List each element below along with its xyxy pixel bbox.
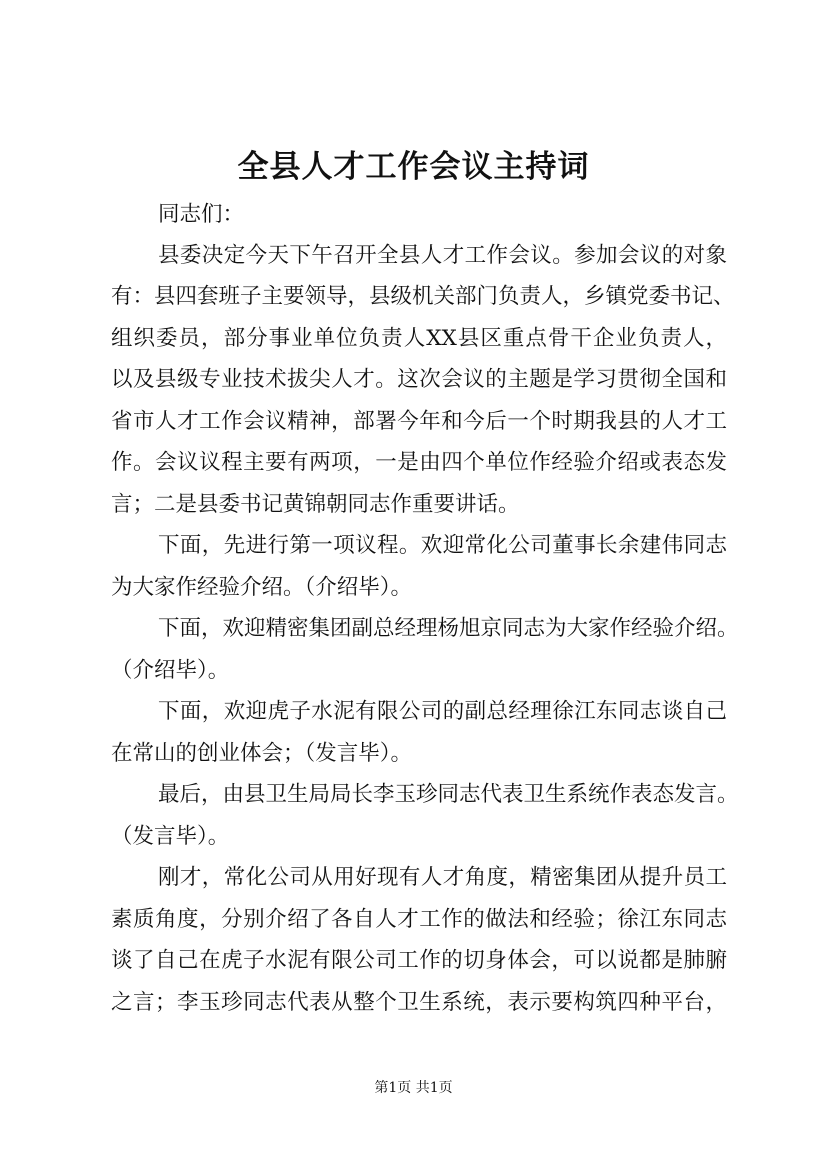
- text-line: 谈了自己在虎子水泥有限公司工作的切身体会，可以说都是肺腑: [111, 948, 727, 973]
- text-line: 下面，欢迎虎子水泥有限公司的副总经理徐江东同志谈自己: [158, 699, 727, 724]
- text-line: 之言；李玉珍同志代表从整个卫生系统，表示要构筑四种平台，: [111, 990, 727, 1015]
- text-line: 下面，先进行第一项议程。欢迎常化公司董事长余建伟同志: [158, 533, 727, 558]
- text-line: 县委决定今天下午召开全县人才工作会议。参加会议的对象: [158, 243, 727, 268]
- text-line: 刚才，常化公司从用好现有人才角度，精密集团从提升员工: [158, 865, 727, 890]
- text-line: 最后，由县卫生局局长李玉珍同志代表卫生系统作表态发言。: [158, 782, 739, 807]
- page-number-footer: 第1页 共1页: [374, 1080, 453, 1096]
- text-line: 有：县四套班子主要领导，县级机关部门负责人，乡镇党委书记、: [111, 284, 735, 309]
- text-line: 言；二是县委书记黄锦朝同志作重要讲话。: [111, 492, 520, 517]
- text-line: （发言毕）。: [111, 824, 230, 849]
- text-line: 作。会议议程主要有两项，一是由四个单位作经验介绍或表态发: [111, 450, 727, 475]
- text-line: 省市人才工作会议精神，部署今年和今后一个时期我县的人才工: [111, 409, 727, 434]
- text-line: （介绍毕）。: [111, 658, 230, 683]
- text-line: 素质角度，分别介绍了各自人才工作的做法和经验；徐江东同志: [111, 907, 727, 932]
- text-line: 为大家作经验介绍。（介绍毕）。: [111, 575, 413, 600]
- document-title: 全县人才工作会议主持词: [237, 149, 590, 185]
- text-line: 组织委员，部分事业单位负责人XX县区重点骨干企业负责人，: [111, 326, 727, 351]
- text-line: 下面，欢迎精密集团副总经理杨旭京同志为大家作经验介绍。: [158, 616, 739, 641]
- text-line: 以及县级专业技术拔尖人才。这次会议的主题是学习贯彻全国和: [111, 367, 727, 392]
- text-line: 同志们：: [158, 202, 245, 227]
- text-line: 在常山的创业体会；（发言毕）。: [111, 741, 413, 766]
